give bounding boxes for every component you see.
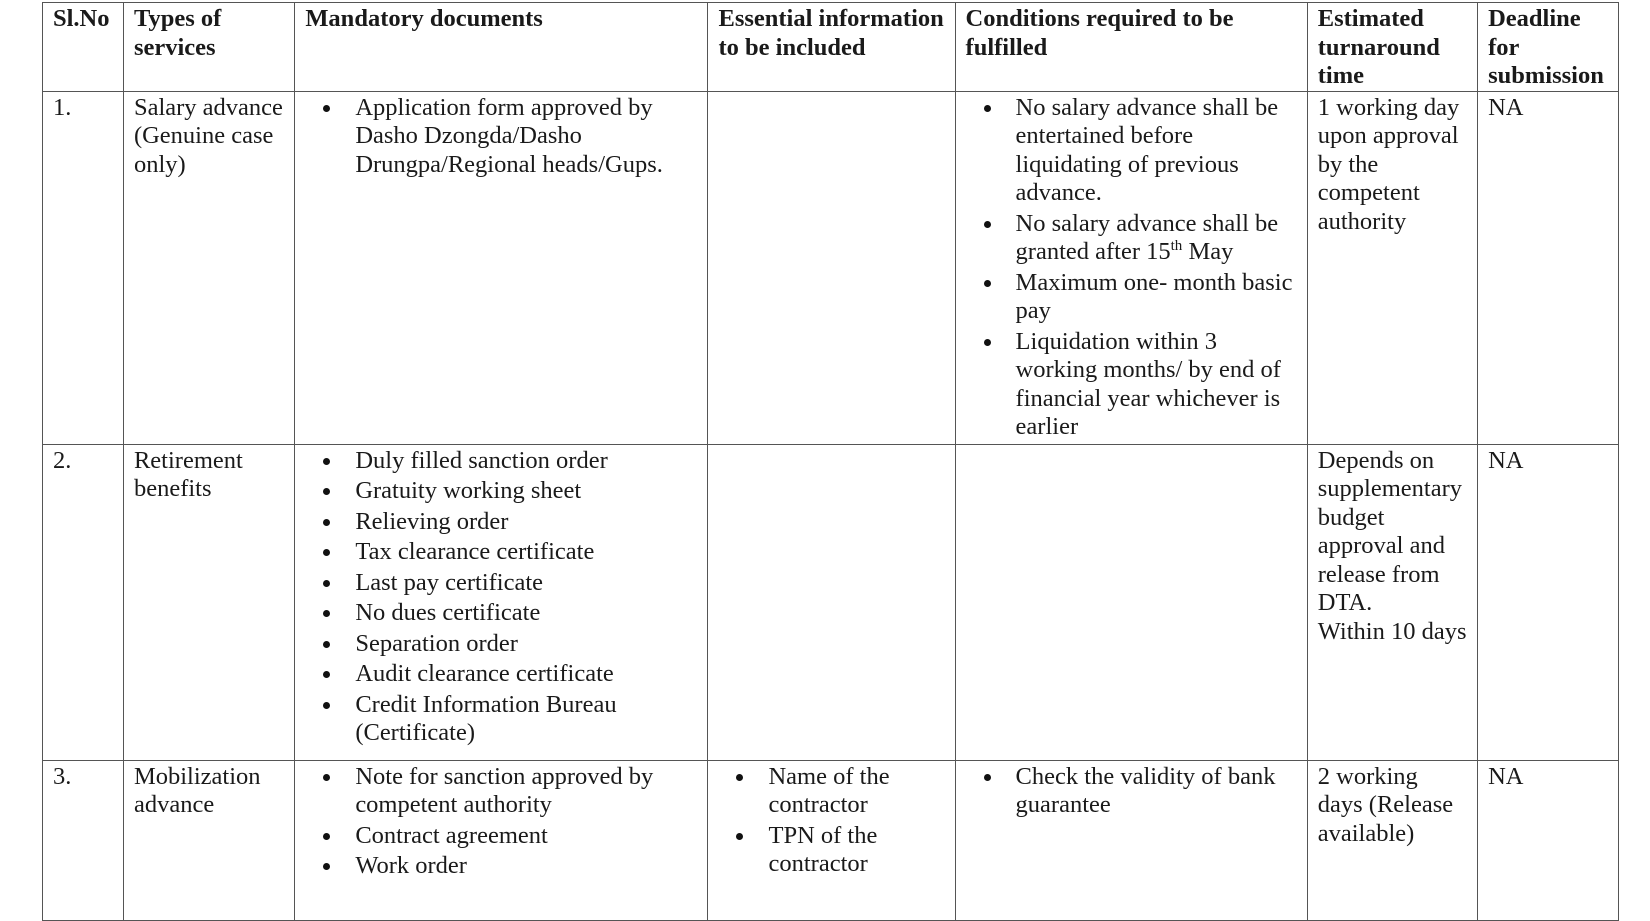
cell-documents: [295, 91, 708, 444]
list-item: Credit Information Bureau (Certificate): [355, 691, 697, 748]
cell-turnaround: 1 working day upon approval by the competent authority: [1307, 91, 1477, 444]
cell-essential-info: [708, 444, 955, 760]
list-item: Note for sanction approved by competent authority: [355, 763, 697, 820]
conditions-list: [966, 94, 1297, 442]
list-item: Name of the contractor: [768, 763, 944, 820]
list-item: Maximum one- month basic pay: [1016, 269, 1297, 326]
list-item: Duly filled sanction order: [355, 447, 697, 476]
condition-text-end: May: [1182, 238, 1234, 265]
services-table: [42, 2, 1619, 921]
cell-conditions: [955, 444, 1307, 760]
header-conditions: Conditions required to be fulfilled: [955, 3, 1307, 92]
list-item: No dues certificate: [355, 599, 697, 628]
list-item: Tax clearance certificate: [355, 538, 697, 567]
header-turnaround-time: Estimated turnaround time: [1307, 3, 1477, 92]
documents-list: [305, 763, 697, 881]
cell-turnaround: 2 working days (Release available): [1307, 760, 1477, 920]
cell-essential-info: [708, 91, 955, 444]
list-item: Last pay certificate: [355, 569, 697, 598]
cell-service-type: Retirement benefits: [123, 444, 294, 760]
cell-sl-no: 2.: [43, 444, 124, 760]
cell-conditions: [955, 760, 1307, 920]
ordinal-suffix: th: [1170, 237, 1183, 254]
list-item: Relieving order: [355, 508, 697, 537]
list-item: [1016, 210, 1297, 267]
cell-documents: [295, 444, 708, 760]
list-item: Gratuity working sheet: [355, 477, 697, 506]
list-item: Contract agreement: [355, 822, 697, 851]
header-row: [43, 3, 1619, 92]
cell-deadline: NA: [1478, 91, 1619, 444]
cell-turnaround: [1307, 444, 1477, 760]
table-row: [43, 444, 1619, 760]
cell-service-type: Mobilization advance: [123, 760, 294, 920]
list-item: Audit clearance certificate: [355, 660, 697, 689]
list-item: Application form approved by Dasho Dzongda/Dasho Drungpa/Regional heads/Gups.: [355, 94, 697, 180]
cell-deadline: NA: [1478, 444, 1619, 760]
list-item: Check the validity of bank guarantee: [1016, 763, 1297, 820]
header-essential-information: Essential information to be included: [708, 3, 955, 92]
list-item: Separation order: [355, 630, 697, 659]
documents-list: [305, 447, 697, 748]
cell-essential-info: [708, 760, 955, 920]
cell-conditions: [955, 91, 1307, 444]
header-mandatory-documents: Mandatory documents: [295, 3, 708, 92]
table-row: [43, 760, 1619, 920]
cell-sl-no: 3.: [43, 760, 124, 920]
cell-service-type: Salary advance (Genuine case only): [123, 91, 294, 444]
list-item: Liquidation within 3 working months/ by end of financial year whichever is earlier: [1016, 328, 1297, 442]
conditions-list: [966, 763, 1297, 820]
cell-deadline: NA: [1478, 760, 1619, 920]
info-list: [718, 763, 944, 879]
header-deadline: Deadline for submission: [1478, 3, 1619, 92]
turnaround-text-2: Within 10 days: [1317, 617, 1467, 645]
list-item: No salary advance shall be entertained before liquidating of previous advance.: [1016, 94, 1297, 208]
documents-list: [305, 94, 697, 180]
list-item: Work order: [355, 852, 697, 881]
condition-text: No salary advance shall be granted after 15: [1015, 209, 1279, 265]
cell-sl-no: 1.: [43, 91, 124, 444]
header-types-of-services: Types of services: [123, 3, 294, 92]
turnaround-text: Depends on supplementary budget approval and release from DTA.: [1317, 446, 1462, 616]
list-item: TPN of the contractor: [768, 822, 944, 879]
header-sl-no: Sl.No: [43, 3, 124, 92]
table-row: [43, 91, 1619, 444]
cell-documents: [295, 760, 708, 920]
